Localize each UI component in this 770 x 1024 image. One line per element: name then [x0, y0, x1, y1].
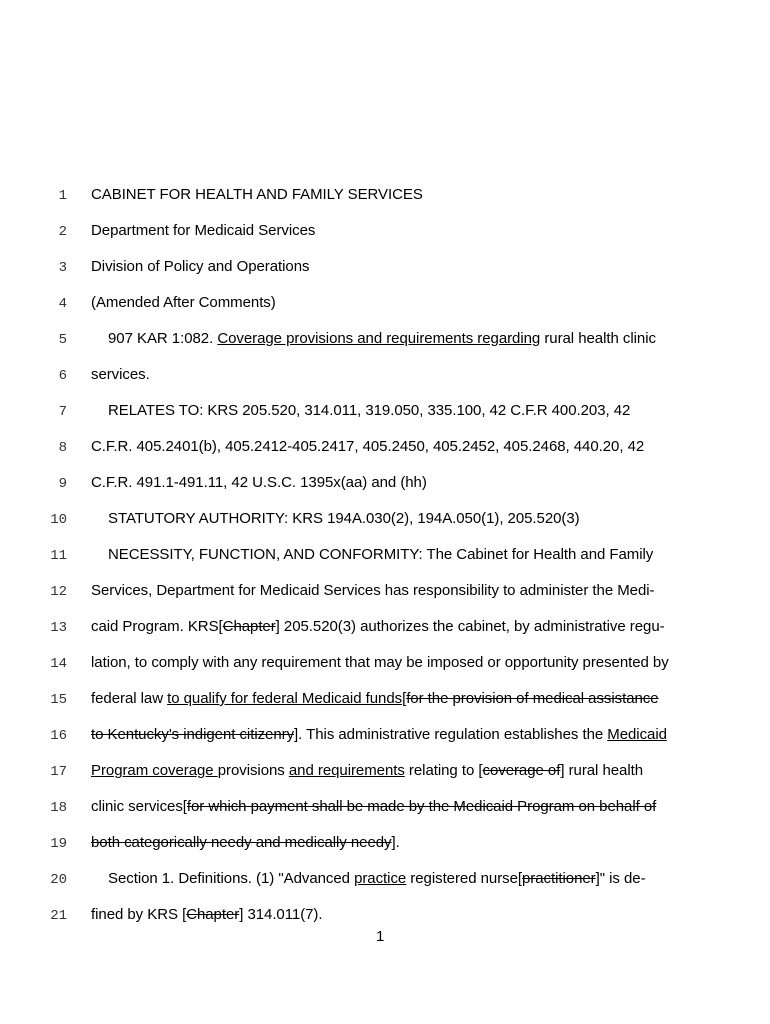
- line-5: [0, 330, 770, 366]
- line-number: 8: [58, 440, 67, 456]
- line-text: [91, 906, 323, 923]
- deleted-text: for the provision of medical assistance: [406, 690, 659, 707]
- inserted-text: Medicaid: [607, 726, 667, 743]
- line-text: [91, 474, 427, 491]
- line-text: [108, 870, 646, 887]
- line-11: [0, 546, 770, 582]
- line-number: 1: [58, 188, 67, 204]
- line-18: [0, 798, 770, 834]
- text-run: provisions: [217, 762, 289, 779]
- deleted-text: for which payment shall be made by the Medicaid Program on behalf of: [186, 798, 657, 815]
- line-text: [108, 510, 580, 527]
- deleted-text: to Kentucky's indigent citizenry: [91, 726, 295, 743]
- line-text: [91, 222, 315, 239]
- line-4: [0, 294, 770, 330]
- inserted-text: to qualify for federal Medicaid funds: [167, 690, 403, 707]
- line-number: 18: [50, 800, 67, 816]
- line-9: [0, 474, 770, 510]
- deleted-text: practitioner: [522, 870, 596, 887]
- line-number: 10: [50, 512, 67, 528]
- text-run: ]. This administrative regulation establishes the: [294, 726, 608, 743]
- text-run: ] 314.011(7).: [239, 906, 323, 923]
- line-20: [0, 870, 770, 906]
- line-text: [91, 186, 423, 203]
- text-run: relating to [: [404, 762, 483, 779]
- line-number: 14: [50, 656, 67, 672]
- line-number: 2: [58, 224, 67, 240]
- line-19: [0, 834, 770, 870]
- text-run: [: [402, 690, 407, 707]
- line-3: [0, 258, 770, 294]
- line-17: [0, 762, 770, 798]
- text-run: ]" is de-: [595, 870, 646, 887]
- line-6: [0, 366, 770, 402]
- line-10: [0, 510, 770, 546]
- line-text: [108, 330, 656, 347]
- line-7: [0, 402, 770, 438]
- text-run: Department for Medicaid Services: [91, 222, 316, 239]
- line-number: 17: [50, 764, 67, 780]
- line-text: [91, 258, 309, 275]
- line-text: [91, 726, 667, 743]
- text-run: STATUTORY AUTHORITY: KRS 194A.030(2), 194A.050(1), 205.520(3): [108, 510, 580, 527]
- deleted-text: Chapter: [222, 618, 276, 635]
- line-number: 15: [50, 692, 67, 708]
- line-text: [108, 546, 653, 563]
- text-run: RELATES TO: KRS 205.520, 314.011, 319.050, 335.100, 42 C.F.R 400.203, 42: [108, 402, 631, 419]
- line-number: 20: [50, 872, 67, 888]
- text-run: C.F.R. 405.2401(b), 405.2412-405.2417, 405.2450, 405.2452, 405.2468, 440.20, 42: [91, 438, 645, 455]
- text-run: services.: [91, 366, 150, 383]
- text-run: 907 KAR 1:082.: [108, 330, 218, 347]
- line-1: [0, 186, 770, 222]
- text-run: Services, Department for Medicaid Services has responsibility to administer the Medi-: [91, 582, 655, 599]
- text-run: caid Program. KRS[: [91, 618, 223, 635]
- deleted-text: coverage of: [482, 762, 561, 779]
- text-run: clinic services[: [91, 798, 187, 815]
- inserted-text: Coverage provisions and requirements regarding: [217, 330, 541, 347]
- line-number: 13: [50, 620, 67, 636]
- line-12: [0, 582, 770, 618]
- text-run: ] rural health: [560, 762, 644, 779]
- text-run: fined by KRS [: [91, 906, 187, 923]
- line-number: 19: [50, 836, 67, 852]
- text-run: rural health clinic: [540, 330, 656, 347]
- text-run: Division of Policy and Operations: [91, 258, 310, 275]
- line-text: [91, 366, 150, 383]
- line-number: 11: [50, 548, 67, 564]
- inserted-text: practice: [354, 870, 407, 887]
- line-16: [0, 726, 770, 762]
- line-number: 12: [50, 584, 67, 600]
- deleted-text: Chapter: [186, 906, 240, 923]
- text-run: ].: [391, 834, 400, 851]
- text-run: ] 205.520(3) authorizes the cabinet, by administrative regu-: [275, 618, 665, 635]
- line-number: 7: [58, 404, 67, 420]
- text-run: C.F.R. 491.1-491.11, 42 U.S.C. 1395x(aa) and (hh): [91, 474, 427, 491]
- line-number: 16: [50, 728, 67, 744]
- line-21: [0, 906, 770, 942]
- inserted-text: Program coverage: [91, 762, 218, 779]
- line-number: 5: [58, 332, 67, 348]
- line-text: [91, 618, 665, 635]
- line-15: [0, 690, 770, 726]
- line-2: [0, 222, 770, 258]
- text-run: lation, to comply with any requirement that may be imposed or opportunity presented by: [91, 654, 669, 671]
- line-text: [91, 582, 654, 599]
- line-13: [0, 618, 770, 654]
- line-14: [0, 654, 770, 690]
- line-text: [91, 762, 643, 779]
- text-run: Section 1. Definitions. (1) "Advanced: [108, 870, 355, 887]
- line-number: 4: [58, 296, 67, 312]
- line-text: [108, 402, 630, 419]
- line-text: [91, 798, 656, 815]
- page-number: 1: [376, 928, 385, 945]
- line-number: 3: [58, 260, 67, 276]
- text-run: (Amended After Comments): [91, 294, 276, 311]
- line-number: 21: [50, 908, 67, 924]
- text-run: NECESSITY, FUNCTION, AND CONFORMITY: The Cabinet for Health and Family: [108, 546, 654, 563]
- line-text: [91, 690, 659, 707]
- line-8: [0, 438, 770, 474]
- line-text: [91, 294, 276, 311]
- text-run: federal law: [91, 690, 168, 707]
- line-text: [91, 654, 669, 671]
- line-number: 9: [58, 476, 67, 492]
- inserted-text: and requirements: [288, 762, 405, 779]
- text-run: registered nurse[: [406, 870, 523, 887]
- line-text: [91, 438, 644, 455]
- line-number: 6: [58, 368, 67, 384]
- deleted-text: both categorically needy and medically needy: [91, 834, 392, 851]
- line-text: [91, 834, 400, 851]
- text-run: CABINET FOR HEALTH AND FAMILY SERVICES: [91, 186, 423, 203]
